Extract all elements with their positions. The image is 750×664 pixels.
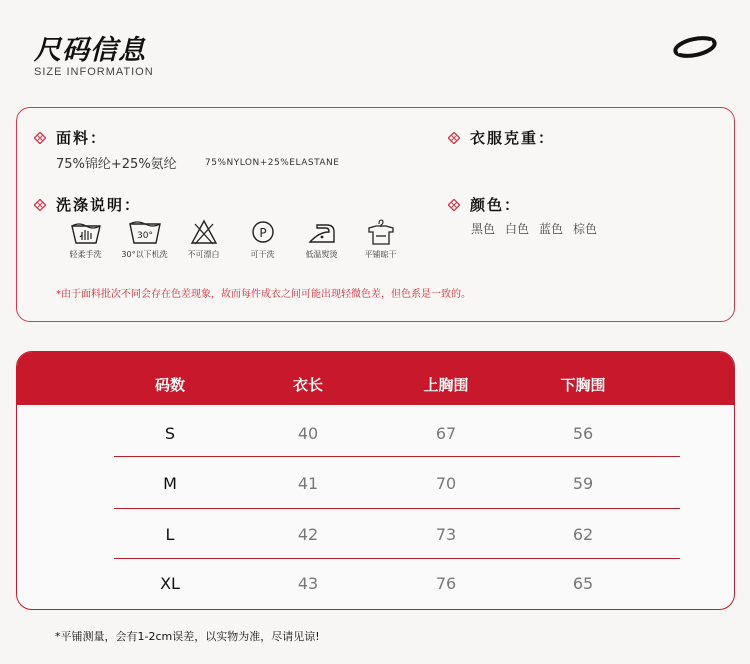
cell-under-chest: 65 — [572, 574, 594, 593]
table-row — [17, 559, 734, 609]
cell-upper-chest: 67 — [435, 424, 457, 443]
wash-heading — [34, 194, 141, 215]
page-title: 尺码信息 — [34, 35, 146, 66]
flat-dry-icon — [364, 218, 398, 246]
cell-length: 43 — [297, 574, 319, 593]
table-row — [17, 409, 734, 459]
header-size: 码数 — [154, 376, 185, 394]
care-item — [233, 218, 292, 260]
care-item — [56, 218, 115, 260]
brand-logo-icon — [672, 36, 718, 58]
cell-size: M — [163, 474, 177, 493]
table-row — [17, 459, 734, 509]
diamond-bullet-icon — [448, 199, 460, 211]
care-label: 轻柔手洗 — [69, 250, 102, 259]
fabric-composition-cn: 75%锦纶+25%氨纶 — [56, 157, 177, 172]
color-option-blue: 蓝色 — [539, 222, 564, 236]
care-label: 可干洗 — [250, 250, 275, 259]
care-item — [292, 218, 351, 260]
color-heading — [448, 194, 521, 215]
wash-temp-text: 30° — [136, 231, 153, 241]
table-row — [17, 510, 734, 560]
care-item — [174, 218, 233, 260]
size-table — [16, 351, 735, 610]
care-label: 平铺晾干 — [364, 250, 397, 259]
cell-size: S — [164, 424, 176, 443]
fabric-composition-en: 75%NYLON+25%ELASTANE — [205, 158, 340, 168]
cell-size: XL — [160, 574, 180, 593]
care-label: 不可漂白 — [187, 250, 220, 259]
low-iron-icon — [305, 218, 339, 246]
machine-wash-30-icon — [128, 218, 162, 246]
color-heading-label: 颜色： — [470, 196, 522, 214]
measurement-note: *平铺测量，会有1-2cm误差，以实物为准，尽请见谅! — [55, 630, 320, 643]
wash-heading-label: 洗涤说明： — [56, 196, 142, 214]
care-label: 30°以下机洗 — [121, 250, 168, 259]
cell-length: 42 — [297, 525, 319, 544]
color-option-white: 白色 — [505, 222, 530, 236]
color-option-brown: 棕色 — [573, 222, 598, 236]
fabric-heading-label: 面料： — [56, 129, 108, 147]
size-table-header — [17, 352, 734, 405]
care-label: 低温熨烫 — [305, 250, 338, 259]
header-length: 衣长 — [292, 376, 323, 394]
dry-clean-letter: P — [258, 226, 267, 240]
fabric-heading — [34, 127, 107, 148]
cell-length: 41 — [297, 474, 319, 493]
cell-under-chest: 59 — [572, 474, 594, 493]
care-instructions — [56, 218, 410, 260]
weight-heading — [448, 127, 555, 148]
cell-under-chest: 62 — [572, 525, 594, 544]
cell-upper-chest: 76 — [435, 574, 457, 593]
care-item — [351, 218, 410, 260]
color-options — [471, 220, 597, 237]
page-subtitle: SIZE INFORMATION — [34, 66, 154, 78]
weight-heading-label: 衣服克重： — [470, 129, 556, 147]
diamond-bullet-icon — [34, 199, 46, 211]
cell-length: 40 — [297, 424, 319, 443]
cell-upper-chest: 73 — [435, 525, 457, 544]
no-bleach-icon — [187, 218, 221, 246]
color-option-black: 黑色 — [471, 222, 496, 236]
diamond-bullet-icon — [34, 132, 46, 144]
header-upper-chest: 上胸围 — [423, 376, 469, 394]
cell-under-chest: 56 — [572, 424, 594, 443]
cell-size: L — [165, 525, 175, 544]
care-item — [115, 218, 174, 260]
header-under-chest: 下胸围 — [560, 376, 606, 394]
hand-wash-icon — [69, 218, 103, 246]
dry-clean-p-icon — [246, 218, 280, 246]
row-divider — [114, 508, 680, 509]
diamond-bullet-icon — [448, 132, 460, 144]
cell-upper-chest: 70 — [435, 474, 457, 493]
row-divider — [114, 456, 680, 457]
color-difference-disclaimer: *由于面料批次不同会存在色差现象，故而每件成衣之间可能出现轻微色差，但色系是一致的。 — [56, 289, 471, 300]
